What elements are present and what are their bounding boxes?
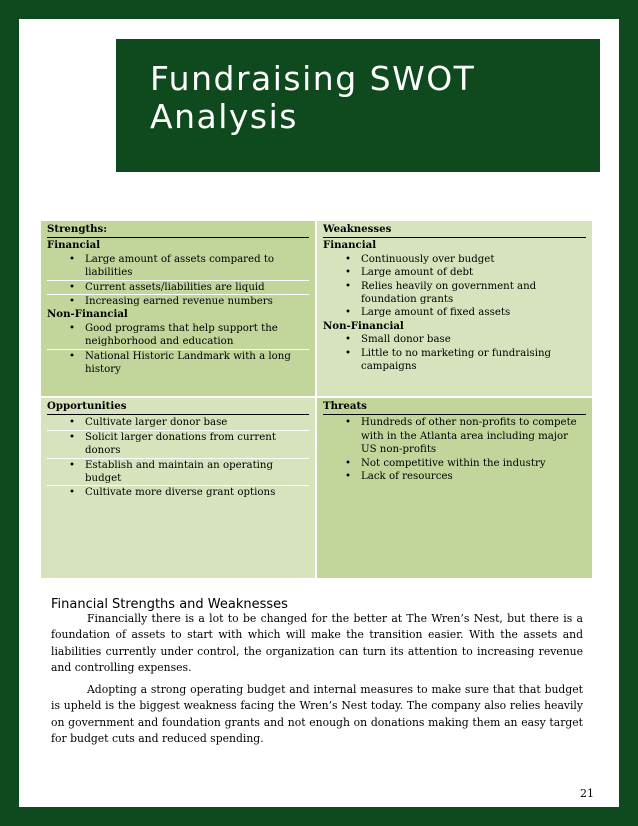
list-item: • Lack of resources: [323, 470, 586, 483]
threats-cell: [317, 398, 592, 578]
weaknesses-nonfinancial-list: [323, 333, 586, 373]
list-item: • Solicit larger donations from current donors: [47, 431, 309, 459]
list-item: • Large amount of debt: [323, 266, 586, 279]
title-line-1: Fundraising SWOT: [150, 59, 476, 98]
threats-heading: Threats: [323, 398, 586, 415]
weaknesses-cell: [317, 221, 592, 396]
opportunities-heading: Opportunities: [47, 398, 309, 415]
strengths-nonfinancial-label: Non-Financial: [47, 308, 128, 321]
list-item: • Cultivate more diverse grant options: [47, 486, 309, 499]
paragraph: Adopting a strong operating budget and internal measures to make sure that that budget is upheld is the biggest weakness facing the Wren’s Nest today. The company also relies heavily on government and foundation grants and not enough on donations making them an easy target for budget cuts and reduced spending.: [51, 683, 583, 746]
title-line-2: Analysis: [150, 97, 298, 136]
list-item: • Good programs that help support the neighborhood and education: [47, 322, 309, 350]
list-item: • Little to no marketing or fundraising campaigns: [323, 347, 586, 374]
list-item: • Cultivate larger donor base: [47, 416, 309, 430]
weaknesses-financial-list: [323, 253, 586, 320]
list-item: • Large amount of assets compared to liabilities: [47, 253, 309, 281]
list-item: • Large amount of fixed assets: [323, 306, 586, 319]
weaknesses-nonfinancial-label: Non-Financial: [323, 319, 404, 332]
list-item: • Small donor base: [323, 333, 586, 346]
list-item: • Increasing earned revenue numbers: [47, 295, 309, 308]
list-item: • Relies heavily on government and foundation grants: [323, 280, 586, 307]
strengths-nonfinancial-list: [47, 322, 309, 377]
opportunities-list: [47, 416, 309, 499]
paragraph: Financially there is a lot to be changed for the better at The Wren’s Nest, but there is a foundation of assets to start with which will make the transition easier. With the assets and liabilities currently under control, the organization can turn its attention to increasing revenue and controlling expenses.: [51, 612, 583, 675]
page-title: [150, 60, 475, 136]
strengths-financial-label: Financial: [47, 239, 101, 252]
strengths-cell: [41, 221, 315, 396]
opportunities-cell: [41, 398, 315, 578]
section-title: Financial Strengths and Weaknesses: [51, 597, 288, 612]
strengths-heading: Strengths:: [47, 221, 309, 238]
weaknesses-heading: Weaknesses: [323, 221, 586, 238]
list-item: • Continuously over budget: [323, 253, 586, 266]
list-item: • Establish and maintain an operating budget: [47, 459, 309, 487]
list-item: • Not competitive within the industry: [323, 457, 586, 470]
list-item: • Hundreds of other non-profits to compete with in the Atlanta area including major US non-profits: [323, 416, 586, 456]
strengths-financial-list: [47, 253, 309, 309]
page-number: 21: [580, 787, 594, 800]
list-item: • Current assets/liabilities are liquid: [47, 281, 309, 295]
list-item: • National Historic Landmark with a long history: [47, 350, 309, 377]
threats-list: [323, 416, 586, 483]
weaknesses-financial-label: Financial: [323, 239, 377, 252]
swot-table: [41, 221, 592, 578]
